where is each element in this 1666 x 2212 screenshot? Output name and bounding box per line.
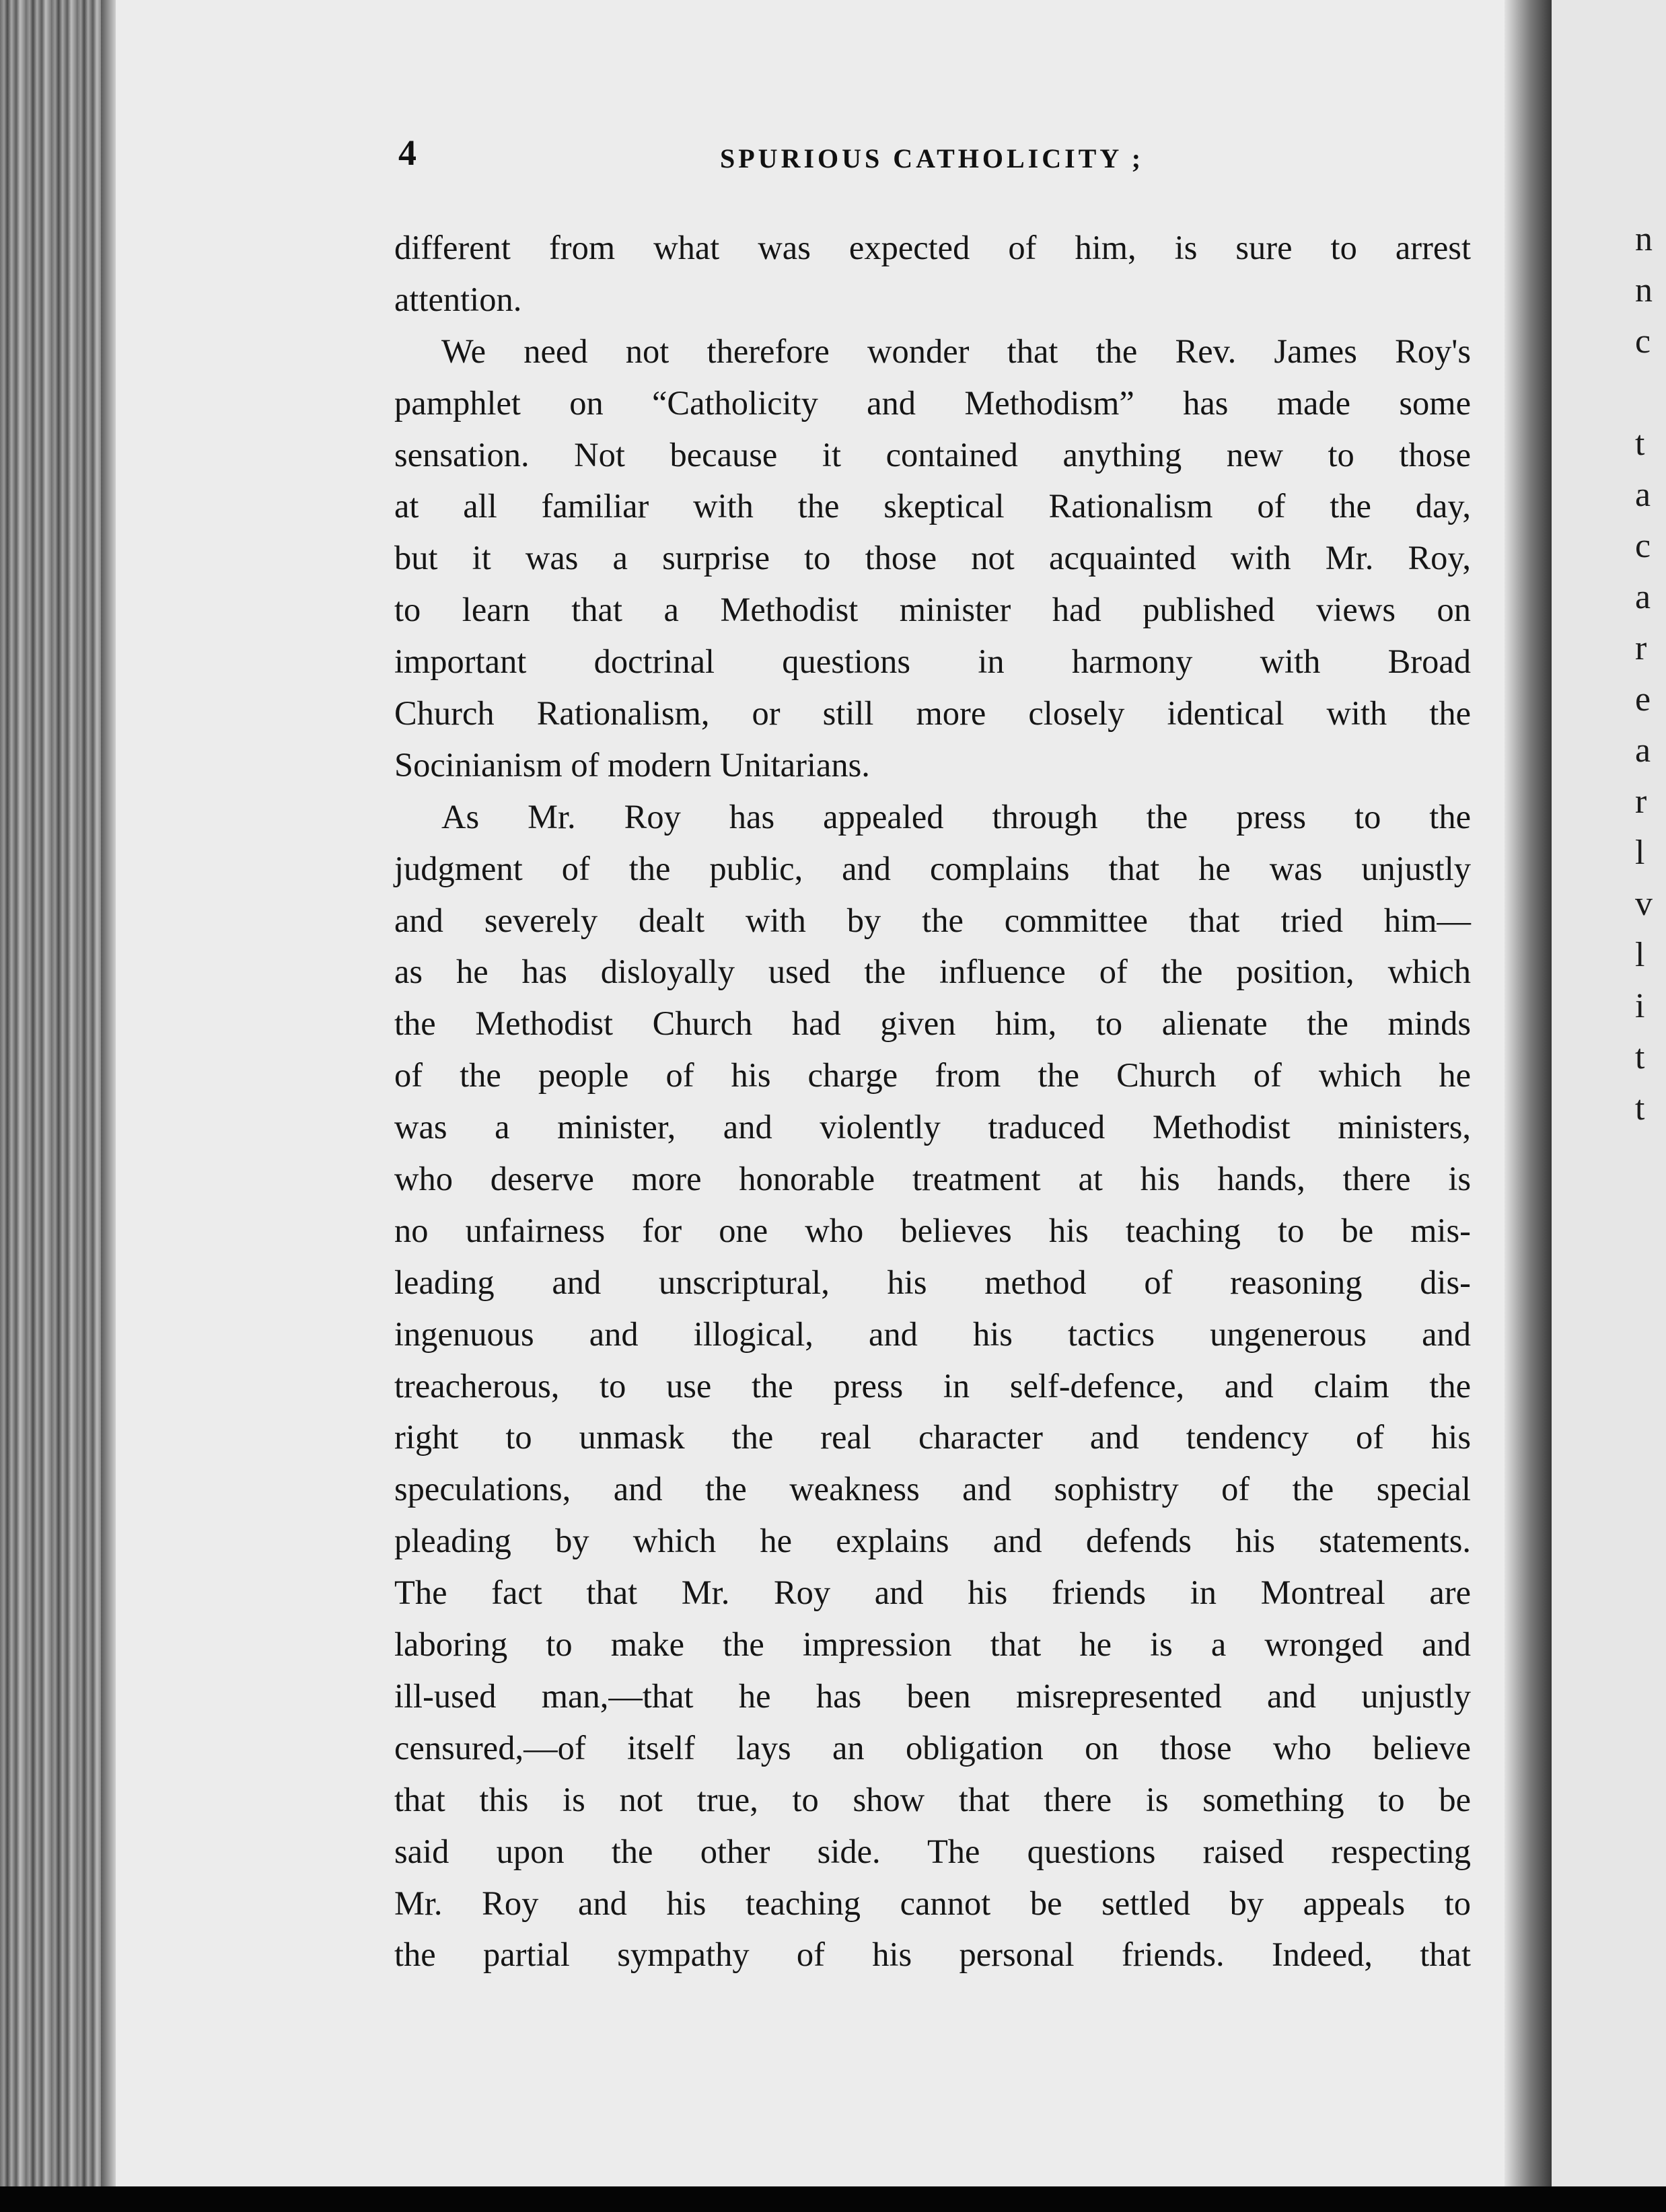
text-line: as he has disloyally used the influence of the position, which (394, 953, 1471, 991)
adjacent-page-letter: l (1635, 834, 1645, 872)
adjacent-page-text-edge (1635, 214, 1666, 1134)
text-line: the Methodist Church had given him, to alienate the minds (394, 1004, 1471, 1043)
text-line: and severely dealt with by the committee that tried him— (394, 901, 1471, 939)
text-line: to learn that a Methodist minister had published views on (394, 591, 1471, 629)
text-line: As Mr. Roy has appealed through the press to the (441, 797, 1471, 836)
body-text (394, 222, 1471, 1981)
text-line: speculations, and the weakness and sophistry of the special (394, 1470, 1471, 1508)
adjacent-page-letter: e (1635, 680, 1651, 718)
adjacent-page-letter: c (1635, 322, 1651, 361)
text-line: different from what was expected of him, is sure to arrest (394, 229, 1471, 266)
text-line: We need not therefore wonder that the Rev. James Roy's (441, 332, 1471, 370)
binding-edge (101, 0, 116, 2186)
adjacent-page-letter: a (1635, 731, 1651, 770)
book-binding (0, 0, 101, 2186)
adjacent-page-letter: n (1635, 271, 1653, 309)
adjacent-page-letter: a (1635, 578, 1651, 616)
adjacent-page-letter: n (1635, 220, 1653, 258)
text-line: censured,—of itself lays an obligation on those who believe (394, 1728, 1471, 1767)
adjacent-page-letter: v (1635, 885, 1653, 923)
adjacent-page-letter: l (1635, 936, 1645, 974)
text-line: ingenuous and illogical, and his tactics ungenerous and (394, 1315, 1471, 1353)
text-line: said upon the other side. The questions raised respecting (394, 1832, 1471, 1870)
adjacent-page-letter (1635, 367, 1666, 418)
text-line: was a minister, and violently traduced Methodist ministers, (394, 1108, 1471, 1146)
text-line: the partial sympathy of his personal friends. Indeed, that (394, 1936, 1471, 1974)
adjacent-page-letter: i (1635, 987, 1645, 1025)
page-number: 4 (398, 133, 416, 173)
adjacent-page-letter: r (1635, 629, 1647, 667)
text-line: ill-used man,—that he has been misrepresented and unjustly (394, 1676, 1471, 1715)
adjacent-page-letter: t (1635, 1089, 1645, 1128)
text-line: pleading by which he explains and defends his statements. (394, 1522, 1471, 1560)
running-title: SPURIOUS CATHOLICITY ; (720, 143, 1145, 174)
adjacent-page-letter: a (1635, 476, 1651, 514)
text-line: Socinianism of modern Unitarians. (394, 745, 870, 784)
adjacent-page-letter: t (1635, 1038, 1645, 1076)
adjacent-page-letter: t (1635, 425, 1645, 463)
text-line: no unfairness for one who believes his teaching to be mis- (394, 1211, 1471, 1249)
text-line: right to unmask the real character and tendency of his (394, 1418, 1471, 1457)
text-line: sensation. Not because it contained anything new to those (394, 435, 1471, 474)
text-line: treacherous, to use the press in self-defence, and claim the (394, 1366, 1471, 1405)
text-line: Mr. Roy and his teaching cannot be settled by appeals to (394, 1884, 1471, 1922)
adjacent-page-letter: c (1635, 527, 1651, 565)
text-line: important doctrinal questions in harmony with Broad (394, 642, 1471, 681)
text-line: attention. (394, 280, 522, 318)
text-line: at all familiar with the skeptical Rationalism of the day, (394, 487, 1471, 525)
text-line: that this is not true, to show that there is something to be (394, 1780, 1471, 1818)
text-line: pamphlet on “Catholicity and Methodism” has made some (394, 383, 1471, 422)
text-line: who deserve more honorable treatment at his hands, there is (394, 1160, 1471, 1198)
text-line: The fact that Mr. Roy and his friends in Montreal are (394, 1574, 1471, 1612)
scan-bottom-edge (0, 2186, 1666, 2212)
page-gutter-shadow (1505, 0, 1552, 2186)
text-line: Church Rationalism, or still more closely identical with the (394, 694, 1471, 733)
text-line: leading and unscriptural, his method of reasoning dis- (394, 1263, 1471, 1301)
text-line: of the people of his charge from the Church of which he (394, 1056, 1471, 1095)
text-line: judgment of the public, and complains that he was unjustly (394, 849, 1471, 887)
adjacent-page-letter: r (1635, 782, 1647, 821)
text-line: laboring to make the impression that he is a wronged and (394, 1625, 1471, 1664)
text-line: but it was a surprise to those not acquainted with Mr. Roy, (394, 539, 1471, 577)
